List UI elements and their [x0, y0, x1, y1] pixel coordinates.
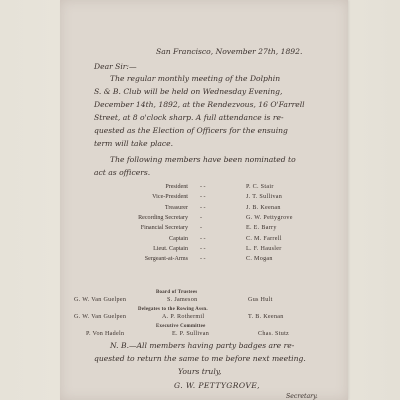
dateline: San Francisco, November 27th, 1892. [156, 47, 303, 56]
trustee-2: S. Jameson [167, 297, 198, 303]
body-line-5: quested as the Election of Officers for the ensuing [94, 126, 288, 135]
officer-dashes: - - [200, 256, 206, 263]
officer-dashes: - - [200, 235, 206, 242]
officer-name: P. C. Stair [246, 184, 274, 190]
trustee-3: Gus Hult [248, 297, 273, 303]
officer-name: E. E. Barry [246, 225, 277, 232]
trustees-heading: Board of Trustees [156, 290, 198, 295]
delegates-heading: Delegates to the Rowing Assn. [138, 307, 208, 312]
officer-name: C. Mogan [246, 256, 273, 263]
officer-title: Captain [169, 235, 188, 242]
body-line-3: December 14th, 1892, at the Rendezvous, 16 O'Farrell [94, 100, 305, 109]
executive-3: Chas. Stutz [258, 331, 290, 337]
salutation: Dear Sir:— [94, 62, 137, 71]
officer-dashes: - [200, 214, 202, 221]
officer-title: Vice-President [152, 194, 188, 201]
body-line-6: term will take place. [94, 139, 174, 148]
officer-title: Treasurer [164, 204, 188, 211]
delegate-3: T. B. Keenan [248, 314, 284, 320]
officer-dashes: - - [200, 204, 206, 211]
officer-title: Recording Secretary [138, 214, 188, 221]
body-line-4: Street, at 8 o'clock sharp. A full attendance is re- [94, 113, 284, 122]
trustee-1: G. W. Van Guelpen [74, 297, 127, 303]
body-line-1: The regular monthly meeting of the Dolphin [110, 74, 281, 83]
officer-dashes: - - [200, 184, 206, 190]
body-line-2: S. & B. Club will be held on Wednesday Evening, [94, 87, 283, 96]
officer-dashes: - - [200, 245, 206, 252]
signature-name: G. W. PETTYGROVE, [174, 381, 260, 390]
officer-name: G. W. Pettygrove [246, 214, 293, 221]
officer-name: J. T. Sullivan [246, 194, 283, 201]
officer-name: C. M. Farrell [246, 235, 282, 242]
officer-name: J. B. Keenan [246, 204, 281, 211]
executive-heading: Executive Committee [156, 324, 206, 329]
note-line-1: N. B.—All members having party badges are re- [110, 341, 295, 350]
officer-dashes: - - [200, 194, 206, 201]
nomination-line-2: act as officers. [94, 168, 151, 177]
officer-title: Lieut. Captain [153, 245, 188, 252]
document-page [60, 0, 348, 400]
officer-title: Sergeant-at-Arms [144, 256, 188, 263]
officer-title: Financial Secretary [140, 225, 188, 232]
delegate-1: G. W. Van Guelpen [74, 314, 127, 320]
closing: Yours truly, [178, 367, 222, 376]
officer-dashes: - [200, 225, 202, 232]
note-line-2: quested to return the same to me before next meeting. [94, 354, 306, 363]
officer-name: L. F. Hausler [246, 245, 282, 252]
executive-2: E. P. Sullivan [172, 331, 210, 337]
nomination-line-1: The following members have been nominated to [110, 155, 296, 164]
delegate-2: A. P. Rothermil [162, 314, 205, 320]
executive-1: P. Von Hadeln [86, 331, 125, 337]
signature-title: Secretary. [286, 393, 318, 400]
officer-title: President [165, 184, 188, 190]
